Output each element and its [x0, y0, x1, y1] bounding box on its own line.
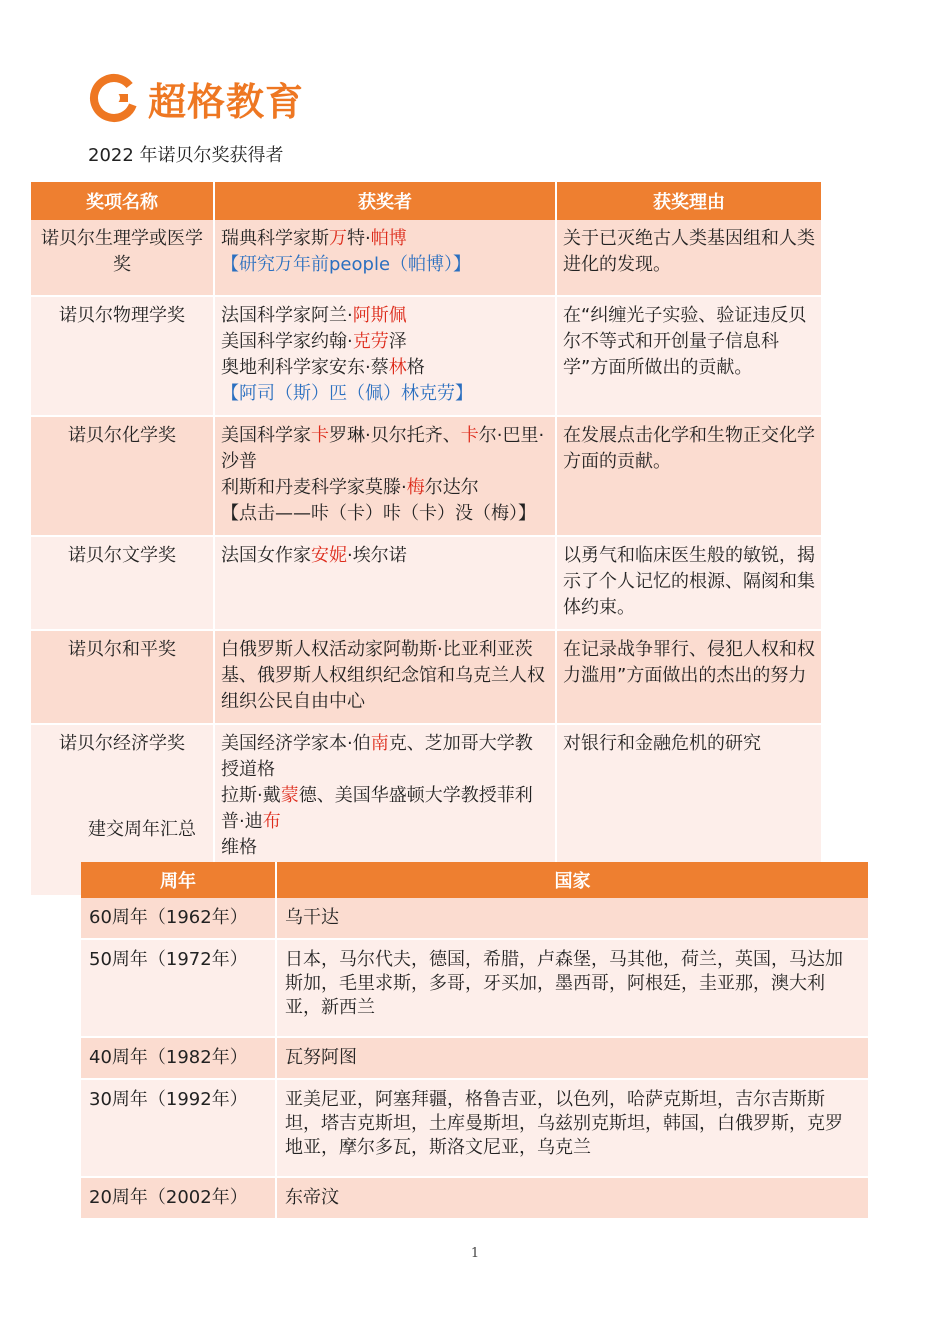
anniversary-header-row [81, 862, 868, 898]
winner-line [221, 783, 549, 835]
nobel-prize-name: 诺贝尔经济学奖 [31, 724, 214, 896]
nobel-winner [214, 296, 556, 416]
anniversary-year: 30周年（1992年） [81, 1079, 276, 1177]
winner-text: 利斯和丹麦科学家莫滕· [221, 477, 407, 498]
anniversary-row [81, 1177, 868, 1219]
winner-text: 罗琳·贝尔托齐、 [329, 425, 461, 446]
nobel-prize-name: 诺贝尔和平奖 [31, 630, 214, 724]
anniversary-countries: 东帝汶 [276, 1177, 868, 1219]
winner-text: ·埃尔诺 [347, 545, 407, 566]
brand-logo [88, 70, 304, 126]
nobel-reason: 在记录战争罪行、侵犯人权和权力滥用”方面做出的杰出的努力 [556, 630, 821, 724]
nobel-reason: 关于已灭绝古人类基因组和人类进化的发现。 [556, 220, 821, 296]
winner-highlight-text: 【研究万年前people（帕博）】 [221, 254, 472, 275]
winner-line [221, 355, 549, 381]
nobel-row [31, 630, 821, 724]
winner-text: 拉斯·戴 [221, 785, 281, 806]
winner-text: 格 [406, 357, 425, 378]
header-countries: 国家 [276, 862, 868, 898]
winner-text: 白俄罗斯人权活动家阿勒斯·比亚利亚茨基、俄罗斯人权组织纪念馆和乌克兰人权组织公民自由中心 [221, 639, 545, 712]
anniversary-year: 20周年（2002年） [81, 1177, 276, 1219]
winner-line [221, 303, 549, 329]
winner-text: 【点击——咔（卡）咔（卡）没（梅）】 [221, 503, 536, 524]
nobel-prize-name: 诺贝尔文学奖 [31, 536, 214, 630]
winner-line [221, 543, 549, 569]
winner-line [221, 731, 549, 783]
anniversary-section-title: 建交周年汇总 [88, 819, 196, 840]
nobel-reason: 对银行和金融危机的研究 [556, 724, 821, 896]
header-prize: 奖项名称 [31, 182, 214, 220]
nobel-winner [214, 416, 556, 536]
winner-highlight-text: 蒙 [280, 785, 299, 806]
nobel-row [31, 220, 821, 296]
winner-highlight-text: 【阿司（斯）匹（佩）林克劳】 [221, 383, 473, 404]
winner-highlight-text: 梅 [406, 477, 425, 498]
nobel-reason: 在发展点击化学和生物正交化学方面的贡献。 [556, 416, 821, 536]
nobel-prize-name: 诺贝尔化学奖 [31, 416, 214, 536]
winner-line [221, 423, 549, 475]
winner-highlight-text: 卡 [311, 425, 329, 446]
winner-text: 泽 [388, 331, 407, 352]
nobel-prize-name: 诺贝尔生理学或医学奖 [31, 220, 214, 296]
nobel-reason: 以勇气和临床医生般的敏锐，揭示了个人记忆的根源、隔阂和集体约束。 [556, 536, 821, 630]
header-year: 周年 [81, 862, 276, 898]
header-reason: 获奖理由 [556, 182, 821, 220]
anniversary-row [81, 1037, 868, 1079]
winner-text: 克、芝加哥大学教授道格 [221, 733, 533, 780]
winner-highlight-text: 南 [370, 733, 389, 754]
winner-text: 奥地利科学家安东·蔡 [221, 357, 389, 378]
page-number: 1 [470, 1246, 480, 1261]
nobel-winner [214, 536, 556, 630]
winner-line [221, 329, 549, 355]
anniversary-table [81, 862, 868, 1220]
anniversary-countries: 瓦努阿图 [276, 1037, 868, 1079]
nobel-winner [214, 220, 556, 296]
nobel-header-row [31, 182, 821, 220]
winner-highlight-text: 帕博 [370, 228, 407, 249]
anniversary-row [81, 1079, 868, 1177]
nobel-prize-name: 诺贝尔物理学奖 [31, 296, 214, 416]
winner-line [221, 226, 549, 252]
winner-highlight-text: 卡 [460, 425, 479, 446]
header-winner: 获奖者 [214, 182, 556, 220]
nobel-section-title: 2022 年诺贝尔奖获得者 [88, 145, 284, 166]
winner-text: 尔·巴里·沙普 [221, 425, 545, 472]
anniversary-row [81, 939, 868, 1037]
nobel-reason: 在“纠缠光子实验、验证违反贝尔不等式和开创量子信息科学”方面所做出的贡献。 [556, 296, 821, 416]
winner-highlight-text: 林 [388, 357, 407, 378]
winner-text: 法国科学家阿兰· [221, 305, 353, 326]
nobel-row [31, 416, 821, 536]
anniversary-year: 50周年（1972年） [81, 939, 276, 1037]
winner-text: 美国科学家 [221, 425, 311, 446]
anniversary-year: 40周年（1982年） [81, 1037, 276, 1079]
nobel-winner [214, 630, 556, 724]
winner-line [221, 475, 549, 501]
winner-highlight-text: 布 [262, 811, 281, 832]
brand-logo-text: 超格教育 [148, 79, 305, 124]
nobel-row [31, 536, 821, 630]
nobel-table [31, 182, 821, 897]
winner-line [221, 835, 549, 861]
winner-text: 德、美国华盛顿大学教授菲利普·迪 [221, 785, 533, 832]
anniversary-year: 60周年（1962年） [81, 898, 276, 939]
winner-text: 美国科学家约翰· [221, 331, 353, 352]
anniversary-countries: 日本，马尔代夫，德国，希腊，卢森堡，马其他，荷兰，英国，马达加斯加，毛里求斯，多哥，牙买加，墨西哥，阿根廷，圭亚那，澳大利亚，新西兰 [276, 939, 868, 1037]
anniversary-countries: 乌干达 [276, 898, 868, 939]
nobel-row [31, 296, 821, 416]
winner-text: 尔达尔 [424, 477, 479, 498]
winner-text: 瑞典科学家斯 [221, 228, 329, 249]
winner-line [221, 381, 549, 407]
winner-highlight-text: 阿斯佩 [352, 305, 407, 326]
winner-highlight-text: 万 [329, 228, 347, 249]
winner-text: 法国女作家 [221, 545, 311, 566]
winner-text: 美国经济学家本·伯 [221, 733, 371, 754]
brand-logo-icon [88, 72, 140, 124]
winner-line [221, 252, 549, 278]
winner-line [221, 501, 549, 527]
anniversary-row [81, 898, 868, 939]
winner-highlight-text: 克劳 [352, 331, 389, 352]
winner-line [221, 637, 549, 715]
winner-text: 特· [347, 228, 371, 249]
winner-text: 维格 [221, 837, 257, 858]
winner-highlight-text: 安妮 [311, 545, 347, 566]
anniversary-countries: 亚美尼亚，阿塞拜疆，格鲁吉亚，以色列，哈萨克斯坦，吉尔吉斯斯坦，塔吉克斯坦，土库曼斯坦，乌兹别克斯坦，韩国，白俄罗斯，克罗地亚，摩尔多瓦，斯洛文尼亚，乌克兰 [276, 1079, 868, 1177]
